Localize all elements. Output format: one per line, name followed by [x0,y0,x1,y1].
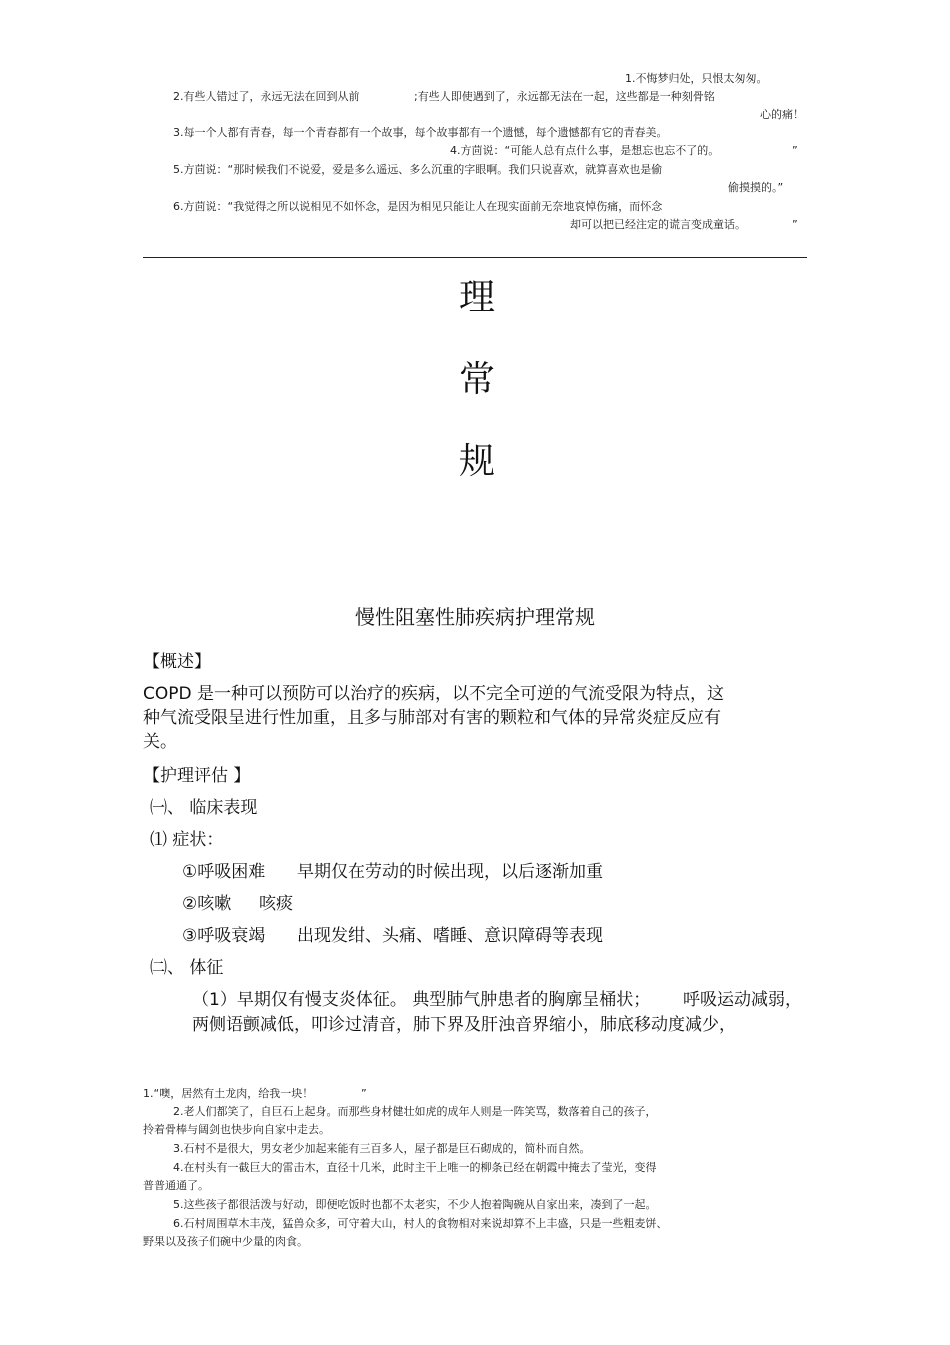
quote-4-part-b: ” [792,144,798,157]
note-1-end: ” [361,1087,367,1100]
signs-line-2: 两侧语颤减低，叩诊过清音，肺下界及肝浊音界缩小，肺底移动度减少， [192,1015,736,1035]
symptom-2-desc: 咳痰 [259,894,293,914]
vertical-title-char-3: 规 [458,441,495,482]
overview-line-3: 关。 [143,732,177,752]
symptoms-label: ⑴ 症状： [150,830,224,850]
symptom-2-name: ②咳嗽 [182,894,232,914]
quote-2-part-b: ;有些人即使遇到了，永远都无法在一起，这些都是一种刻骨铭 [414,90,715,103]
quote-2-part-a: 2.有些人错过了，永远无法在回到从前 [173,90,360,103]
assessment-heading: 【护理评估 】 [143,766,251,786]
symptom-1-name: ①呼吸困难 [182,862,266,882]
note-1: 1.“噢，居然有土龙肉，给我一块！ [143,1087,314,1100]
signs-line-1-a: （1）早期仅有慢支炎体征。 典型肺气肿患者的胸廓呈桶状； [192,990,651,1010]
note-4-part-b: 普普通通了。 [143,1179,209,1192]
vertical-title-char-1: 理 [458,277,495,318]
quote-5-part-a: 5.方茴说：“那时候我们不说爱，爱是多么遥远、多么沉重的字眼啊。我们只说喜欢，就算喜欢也是偷 [173,163,663,176]
quote-3: 3.每一个人都有青春，每一个青春都有一个故事，每个故事都有一个遗憾，每个遗憾都有它的青春美。 [173,126,668,139]
symptom-3-name: ③呼吸衰竭 [182,926,266,946]
section-clinical: ㈠、 临床表现 [150,798,258,818]
horizontal-divider [143,257,807,258]
symptom-1-desc: 早期仅在劳动的时候出现，以后逐渐加重 [297,862,603,882]
quote-4-part-a: 4.方茴说：“可能人总有点什么事，是想忘也忘不了的。 [450,144,720,157]
note-4-part-a: 4.在村头有一截巨大的雷击木，直径十几米，此时主干上唯一的柳条已经在朝霞中掩去了莹光，变得 [173,1161,657,1174]
document-title: 慢性阻塞性肺疾病护理常规 [355,605,595,629]
quote-6-part-a: 6.方茴说：“我觉得之所以说相见不如怀念，是因为相见只能让人在现实面前无奈地哀悼伤痛，而怀念 [173,200,663,213]
quote-6-part-b: 却可以把已经注定的谎言变成童话。 [570,218,746,231]
symptom-3-desc: 出现发绀、头痛、嗜睡、意识障碍等表现 [297,926,603,946]
note-5: 5.这些孩子都很活泼与好动，即便吃饭时也都不太老实，不少人抱着陶碗从自家出来，凑到了一起。 [173,1198,657,1211]
quote-6-part-c: ” [792,218,798,231]
overview-line-1: COPD 是一种可以预防可以治疗的疾病，以不完全可逆的气流受限为特点，这 [143,684,724,704]
note-6-part-a: 6.石村周围草木丰茂，猛兽众多，可守着大山，村人的食物相对来说却算不上丰盛，只是一些粗麦饼、 [173,1217,668,1230]
overview-line-2: 种气流受限呈进行性加重，且多与肺部对有害的颗粒和气体的异常炎症反应有 [143,708,721,728]
note-3: 3.石村不是很大，男女老少加起来能有三百多人，屋子都是巨石砌成的，简朴而自然。 [173,1142,591,1155]
quote-5-part-b: 偷摸摸的。” [728,181,784,194]
note-2-part-a: 2.老人们都笑了，自巨石上起身。而那些身材健壮如虎的成年人则是一阵笑骂，数落着自己的孩子， [173,1105,657,1118]
note-6-part-b: 野果以及孩子们碗中少量的肉食。 [143,1235,308,1248]
note-2-part-b: 拎着骨棒与阔剑也快步向自家中走去。 [143,1123,330,1136]
signs-line-1-b: 呼吸运动减弱， [683,990,802,1010]
quote-1: 1.不悔梦归处，只恨太匆匆。 [625,72,768,85]
overview-heading: 【概述】 [143,652,211,672]
vertical-title-char-2: 常 [458,359,495,400]
section-signs: ㈡、 体征 [150,958,224,978]
quote-2-part-c: 心的痛！ [760,108,804,121]
